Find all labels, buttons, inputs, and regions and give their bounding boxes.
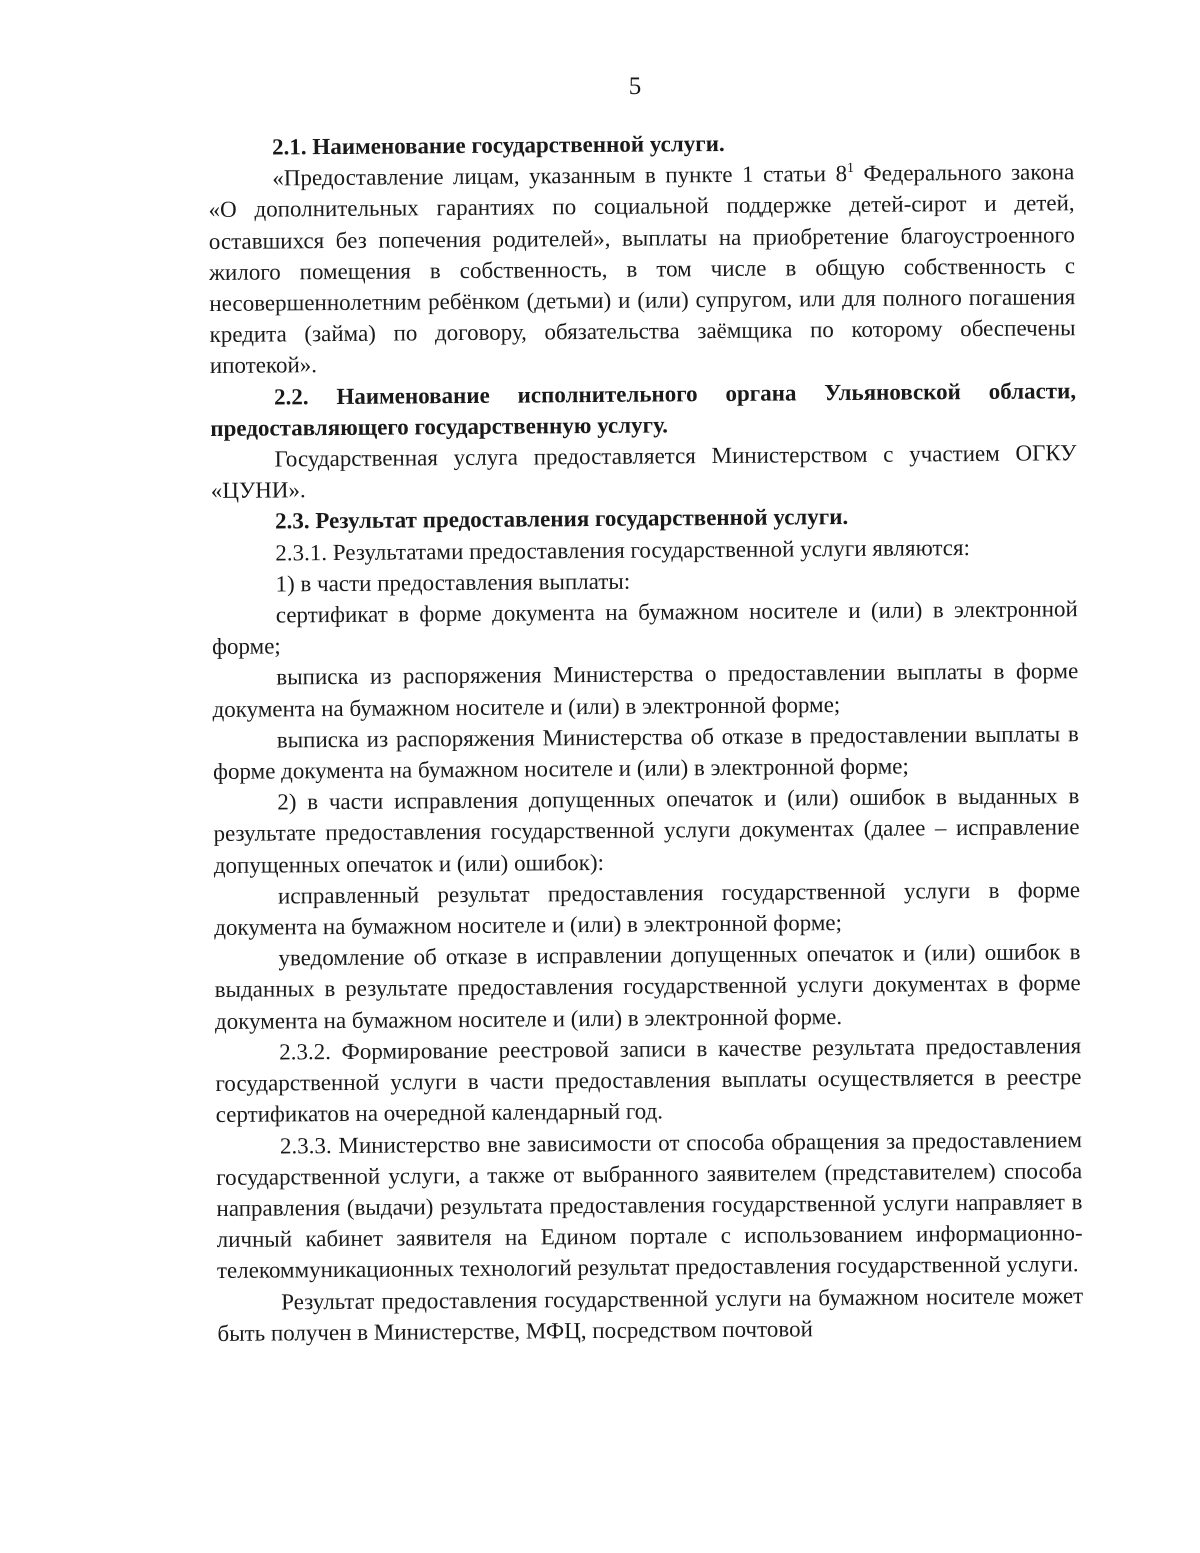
superscript: 1 (846, 161, 855, 177)
section-2-3-heading: 2.3. Результат предоставления государственной услуги. (274, 504, 849, 534)
section-2-1-text-start: «Предоставление лицам, указанным в пункте 1 статьи 8 (272, 161, 848, 191)
list-item-2-b: уведомление об отказе в исправлении допущенных опечаток и (или) ошибок в выданных в результате предоставления государственной услуги документах в форме документа на бумажном носителе и (или) в электронной форме. (214, 939, 1081, 1034)
section-2-1-text-end: Федерального закона «О дополнительных гарантиях по социальной поддержке детей-сирот и детей, оставшихся без попечения родителей», выплаты на приобретение благоустроенного жилого помещения в собственность, в том числе в общую собственность с несовершеннолетним ребёнком (детьми) и (или) супругом, или для полного погашения кредита (займа) по договору, обязательства заёмщика по которому обеспечены ипотекой». (208, 159, 1076, 379)
document-body (208, 125, 1084, 1349)
section-2-1-heading: 2.1. Наименование государственной услуги. (272, 130, 725, 160)
paragraph-paper-result: Результат предоставления государственной услуги на бумажном носителе может быть получен в Министерстве, МФЦ, посредством почтовой (217, 1282, 1084, 1346)
paragraph-2-3-3: 2.3.3. Министерство вне зависимости от способа обращения за предоставлением государственной услуги, а также от выбранного заявителем (представителем) способа направления (выдачи) результата предоставления государственной услуги направляет в личный кабинет заявителя на Едином портале с использованием информационно-телекоммуникационных технологий результат предоставления государственной услуги. (216, 1126, 1083, 1284)
paragraph-2-3-1: 2.3.1. Результатами предоставления государственной услуги являются: (275, 534, 971, 566)
list-item-2-a: исправленный результат предоставления государственной услуги в форме документа на бумажном носителе и (или) в электронной форме; (214, 877, 1081, 941)
list-item-1-intro: 1) в части предоставления выплаты: (275, 568, 631, 597)
list-item-2-intro: 2) в части исправления допущенных опечаток и (или) ошибок в выданных в результате предоставления государственной услуги документах (далее – исправление допущенных опечаток и (или) ошибок): (213, 783, 1080, 878)
section-2-1-text (208, 156, 1076, 381)
list-item-1-b: выписка из распоряжения Министерства о предоставлении выплаты в форме документа на бумажном носителе и (или) в электронной форме; (212, 658, 1079, 722)
section-2-2-text: Государственная услуга предоставляется Министерством с участием ОГКУ «ЦУНИ». (210, 440, 1077, 504)
paragraph-2-3-2: 2.3.2. Формирование реестровой записи в качестве результата предоставления государственной услуги в части предоставления выплаты осуществляется в реестре сертификатов на очередной календарный год. (215, 1033, 1082, 1128)
page-number: 5 (628, 73, 642, 100)
list-item-1-c: выписка из распоряжения Министерства об отказе в предоставлении выплаты в форме документа на бумажном носителе и (или) в электронной форме; (212, 721, 1079, 785)
list-item-1-a: сертификат в форме документа на бумажном носителе и (или) в электронной форме; (211, 596, 1078, 660)
section-2-2-heading: 2.2. Наименование исполнительного органа Ульяновской области, предоставляющего государственную услугу. (210, 377, 1077, 441)
